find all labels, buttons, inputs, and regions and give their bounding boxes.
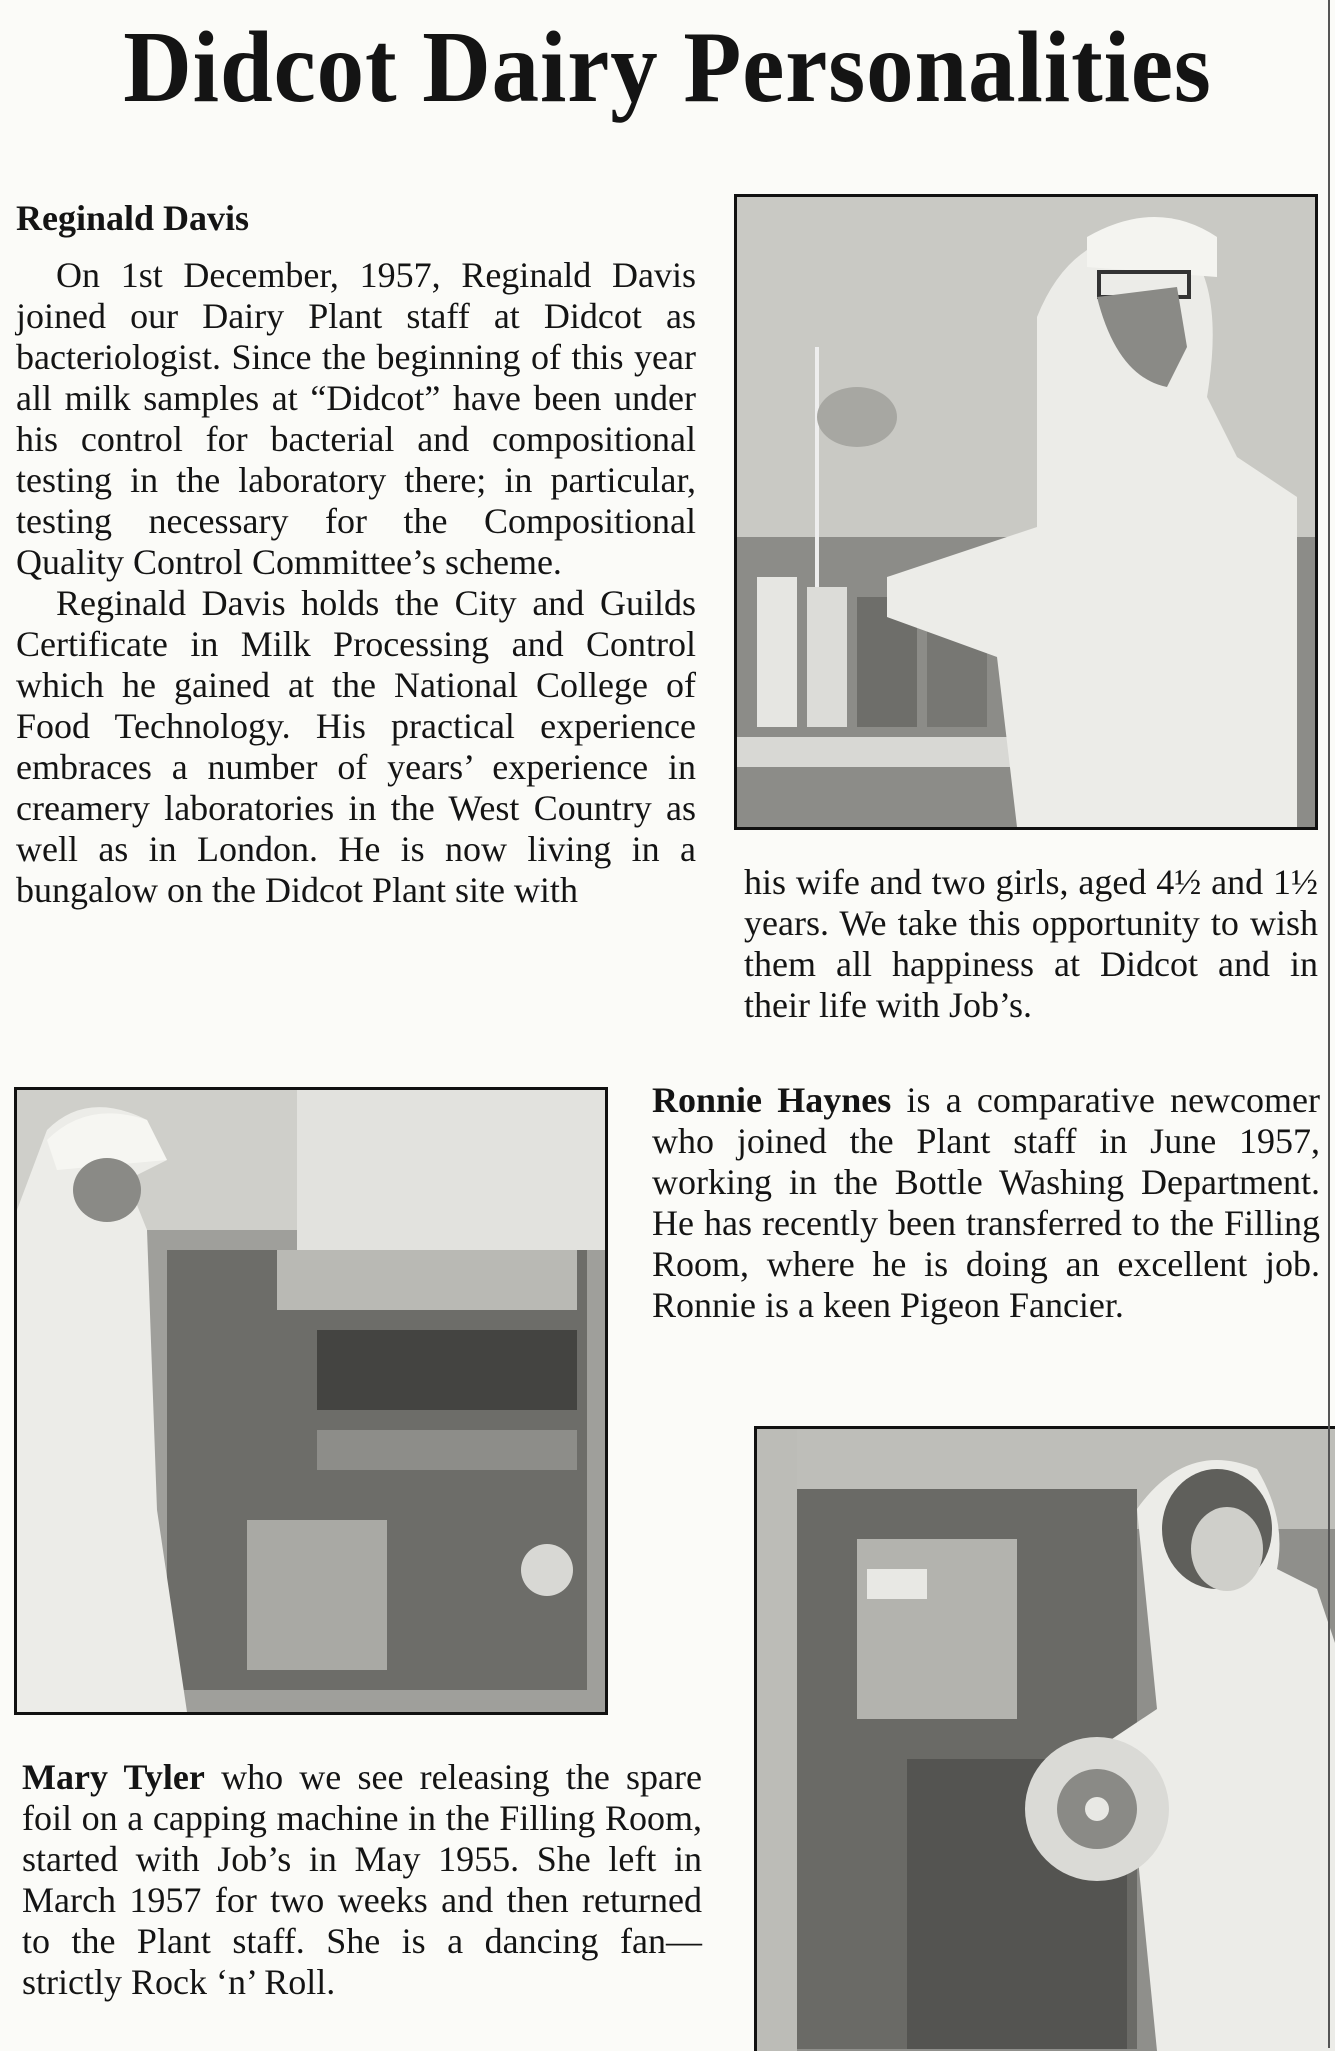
mary-paragraph [22,1757,702,2003]
page-title: Didcot Dairy Personalities [123,11,1212,124]
mary-name: Mary Tyler [22,1757,205,1797]
mary-text: who we see releasing the spare foil on a capping machine in the Filling Room, started with Job’s in May 1955. She left in March 1957 for two weeks and then returned to the Plant staff. She is a dancing fan—strictly Rock ‘n’ Roll. [22,1757,702,2002]
reginald-para-1: On 1st December, 1957, Reginald Davis joined our Dairy Plant staff at Didcot as bacteriologist. Since the beginning of this year all milk samples at “Didcot” have been under his control for bacterial and compositional testing in the laboratory there; in particular, testing necessary for the Compositional Quality Control Committee’s scheme. [16,255,696,582]
mary-capping-photo [754,1426,1335,2051]
reginald-heading: Reginald Davis [16,198,250,238]
page-edge-line [1328,0,1330,2048]
reginald-lab-photo [734,194,1318,830]
ronnie-text: is a comparative newcomer who joined the Plant staff in June 1957, working in the Bottle Washing Department. He has recently been transferred to the Filling Room, where he is doing an excellent job. Ronnie is a keen Pigeon Fancier. [652,1080,1320,1325]
ronnie-machine-photo [14,1087,608,1715]
reginald-continuation: his wife and two girls, aged 4½ and 1½ years. We take this opportunity to wish them all happiness at Didcot and in their life with Job’s. [744,862,1318,1025]
ronnie-name: Ronnie Haynes [652,1080,892,1120]
reginald-para-2: Reginald Davis holds the City and Guilds Certificate in Milk Processing and Control which he gained at the National College of Food Technology. His practical experience embraces a number of years’ experience in creamery laboratories in the West Country as well as in London. He is now living in a bungalow on the Didcot Plant site with [16,583,696,910]
ronnie-paragraph [652,1080,1320,1326]
reginald-section [16,198,696,911]
